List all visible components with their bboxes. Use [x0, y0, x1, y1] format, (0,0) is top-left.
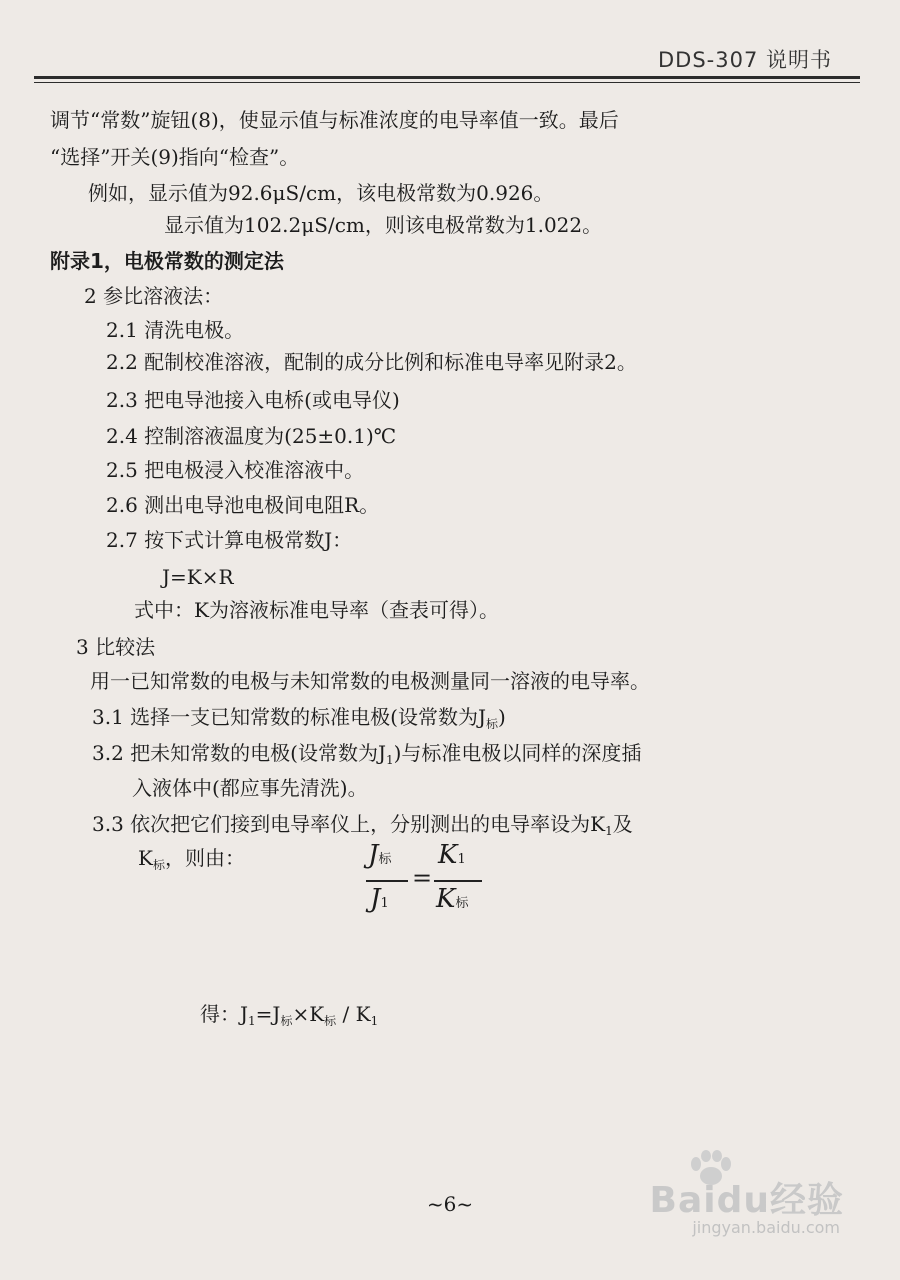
list-item: 2.6 测出电导池电极间电阻R。	[106, 493, 380, 517]
baidu-watermark	[634, 1150, 844, 1242]
equals-sign: =	[412, 864, 433, 892]
fraction-bar	[434, 880, 482, 882]
list-item: 2.4 控制溶液温度为(25±0.1)℃	[106, 424, 397, 448]
header-rule-thin	[34, 82, 860, 83]
section-heading: 2 参比溶液法：	[84, 284, 224, 308]
text-line: 入液体中(都应事先清洗)。	[132, 776, 368, 800]
list-item: 2.2 配制校准溶液，配制的成分比例和标准电导率见附录2。	[106, 350, 637, 374]
text-line: 显示值为102.2μS/cm，则该电极常数为1.022。	[164, 213, 603, 237]
list-item: 3.1 选择一支已知常数的标准电极(设常数为$J_标$)	[92, 705, 506, 731]
list-item: 3.3 依次把它们接到电导率仪上，分别测出的电导率设为$K_1$及	[92, 812, 633, 838]
fraction-bar	[366, 880, 408, 882]
header-title: DDS-307 说明书	[657, 48, 832, 72]
result-formula: 得：$J_1=J_标\times K_标 / K_1$	[200, 1002, 379, 1028]
equation-line: J=K×R	[162, 565, 234, 589]
watermark-url: jingyan.baidu.com	[692, 1218, 840, 1237]
appendix-heading: 附录1，电极常数的测定法	[50, 249, 284, 273]
text-line: 调节“常数”旋钮(8)，使显示值与标准浓度的电导率值一致。最后	[50, 108, 619, 132]
header-rule-thick	[34, 76, 860, 79]
list-item: 2.1 清洗电极。	[106, 318, 245, 342]
section-heading: 3 比较法	[76, 635, 156, 659]
list-item: 3.2 把未知常数的电极(设常数为$J_1$)与标准电极以同样的深度插	[92, 741, 642, 767]
list-item: 2.7 按下式计算电极常数J：	[106, 528, 353, 552]
text-line: 用一已知常数的电极与未知常数的电极测量同一溶液的电导率。	[90, 669, 650, 693]
formula-numerator-right: K1	[438, 840, 466, 870]
text-line: $K_标$，则由：	[138, 846, 245, 872]
formula-denominator-right: K标	[436, 884, 469, 914]
ratio-formula	[366, 840, 486, 920]
list-item: 2.3 把电导池接入电桥(或电导仪)	[106, 388, 400, 412]
page-number: ~6~	[426, 1192, 474, 1216]
watermark-logo: Baidu经验	[649, 1180, 844, 1221]
text-line: 例如，显示值为92.6μS/cm，该电极常数为0.926。	[88, 181, 554, 205]
text-line: 式中：K为溶液标准电导率（查表可得）。	[134, 598, 499, 622]
text-line: “选择”开关(9)指向“检查”。	[50, 145, 300, 169]
formula-denominator-left: J1	[370, 884, 389, 914]
list-item: 2.5 把电极浸入校准溶液中。	[106, 458, 365, 482]
formula-numerator-left: J标	[368, 840, 392, 870]
